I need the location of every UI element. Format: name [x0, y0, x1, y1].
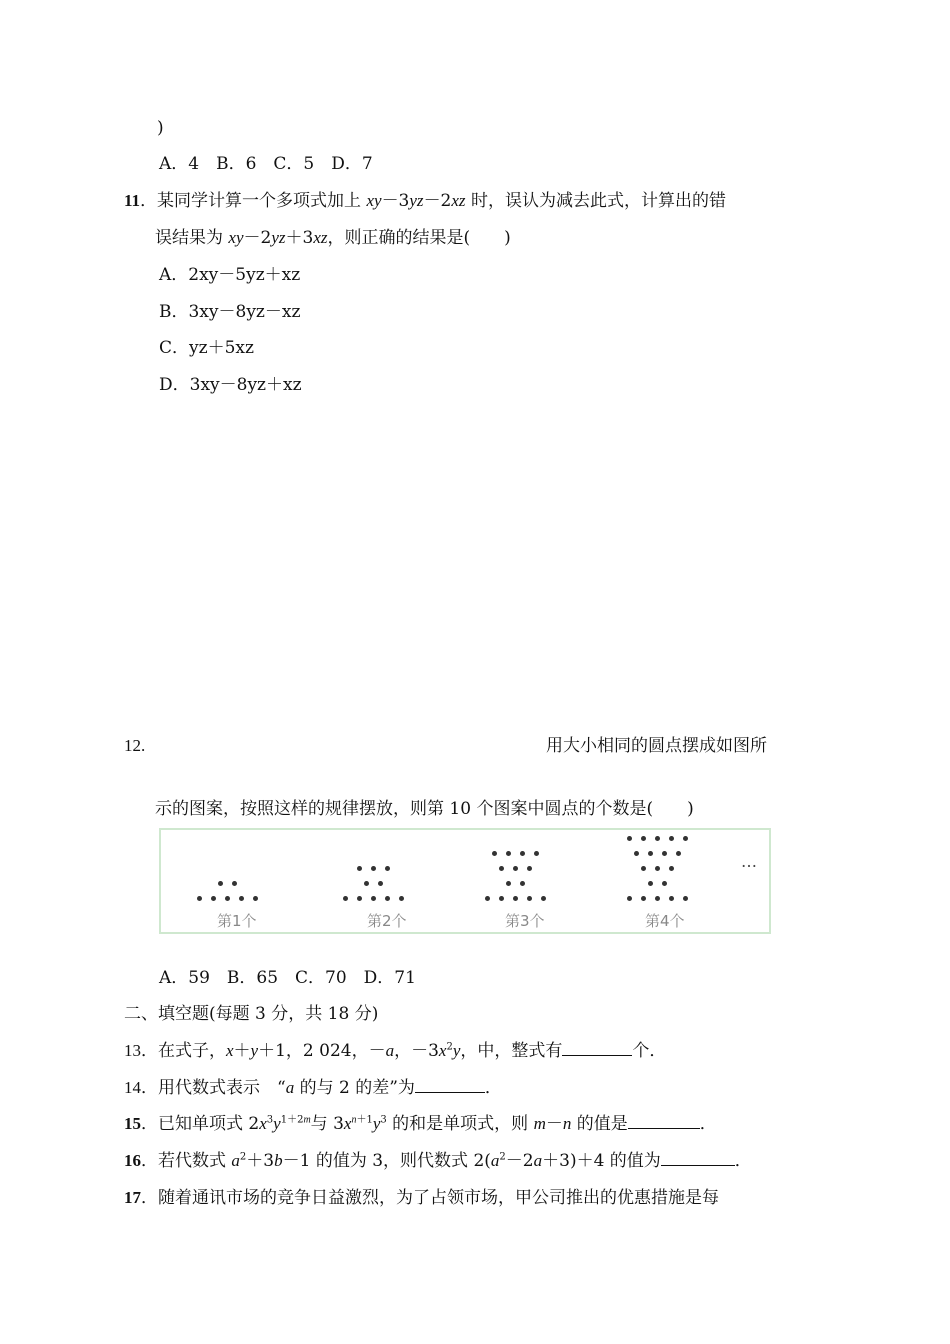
q16-text-c: 的值为 [604, 1151, 661, 1171]
q13-text-b: ，中，整式有 [460, 1041, 563, 1061]
pattern-dot [232, 881, 237, 886]
pattern-dot [655, 836, 660, 841]
pattern-dot [225, 896, 230, 901]
q16-text-a: ．若代数式 [141, 1151, 232, 1171]
figure-ellipsis: … [741, 852, 757, 871]
pattern-dot [541, 896, 546, 901]
pattern-dot [648, 881, 653, 886]
figure-label-4: 第4个 [645, 912, 685, 930]
q16-text-b: 的值为 3，则代数式 [310, 1151, 474, 1171]
q11-line2: 误结果为 xy－2yz＋3xz，则正确的结果是( ) [155, 228, 511, 248]
q15-text-d: ． [699, 1114, 717, 1134]
pattern-dot [520, 881, 525, 886]
pattern-dot [669, 836, 674, 841]
pattern-dot [641, 836, 646, 841]
q11-option-c: C．yz＋5xz [159, 338, 254, 358]
pattern-dot [683, 836, 688, 841]
q11-number: 11 [124, 191, 141, 210]
q14-text-c: ． [484, 1078, 502, 1098]
pattern-dot [197, 896, 202, 901]
pattern-dot [499, 866, 504, 871]
pattern-dot [385, 896, 390, 901]
q12-number: 12. [124, 736, 146, 755]
q14-text-b: 的与 2 的差”为 [294, 1078, 415, 1098]
pattern-dot [513, 866, 518, 871]
q11-text2b: ，则正确的结果是( ) [327, 228, 511, 248]
q15-number: 15 [124, 1114, 141, 1133]
q10-close-paren: ) [157, 118, 164, 138]
figure-label-3: 第3个 [505, 912, 545, 930]
q15-blank[interactable] [628, 1114, 700, 1129]
q11-text1a: ．某同学计算一个多项式加上 [140, 191, 367, 211]
pattern-dot [527, 866, 532, 871]
pattern-dot [385, 866, 390, 871]
q16-text-d: ． [734, 1151, 752, 1171]
q16-blank[interactable] [661, 1151, 735, 1166]
q11-line1: 11．某同学计算一个多项式加上 xy－3yz－2xz 时，误认为减去此式，计算出的错 [124, 191, 726, 211]
q14-text-a: ．用代数式表示 “ [141, 1078, 286, 1098]
pattern-dot [364, 881, 369, 886]
q13-blank[interactable] [562, 1041, 632, 1056]
pattern-dot [676, 851, 681, 856]
q16-line: 16．若代数式 $a^2+3b-1$ 的值为 3，则代数式 $2(a^2-2a+3)+4$ 的值为 ． [124, 1151, 752, 1171]
q10-options: A．4 B．6 C．5 D．7 [159, 154, 373, 174]
pattern-dot [627, 836, 632, 841]
pattern-dot [527, 896, 532, 901]
q11-text2a: 误结果为 [155, 228, 229, 248]
pattern-dot [641, 866, 646, 871]
pattern-dot [683, 896, 688, 901]
pattern-dot [499, 896, 504, 901]
q11-option-d: D．3xy－8yz＋xz [159, 375, 302, 395]
pattern-dot [655, 866, 660, 871]
q13-number: 13 [124, 1041, 141, 1060]
q14-blank[interactable] [415, 1078, 485, 1093]
pattern-dot [253, 896, 258, 901]
pattern-dot [662, 851, 667, 856]
pattern-dot [634, 851, 639, 856]
q15-text-a: ．已知单项式 [141, 1114, 249, 1134]
q13-text-c: 个． [632, 1041, 667, 1061]
pattern-dot [357, 896, 362, 901]
q15-text-b: 的和是单项式，则 [386, 1114, 534, 1134]
pattern-dot [669, 896, 674, 901]
pattern-dot [485, 896, 490, 901]
q17-text: ．随着通讯市场的竞争日益激烈，为了占领市场，甲公司推出的优惠措施是每 [141, 1188, 719, 1208]
pattern-dot [357, 866, 362, 871]
pattern-dot [371, 866, 376, 871]
pattern-dot [627, 896, 632, 901]
q12-text2: 示的图案，按照这样的规律摆放，则第 10 个图案中圆点的个数是( ) [155, 799, 694, 819]
pattern-dot [669, 866, 674, 871]
q12-text1: 用大小相同的圆点摆成如图所 [546, 736, 767, 756]
q13-line: 13．在式子，x＋y＋1，2 024，－a，$-3x^2y$，中，整式有 个． [124, 1041, 667, 1061]
q14-line: 14．用代数式表示 “a 的与 2 的差”为 ． [124, 1078, 502, 1098]
pattern-dot [648, 851, 653, 856]
pattern-dot [239, 896, 244, 901]
q13-text-a: ．在式子， [141, 1041, 226, 1061]
figure-label-1: 第1个 [217, 912, 257, 930]
pattern-dot [662, 881, 667, 886]
pattern-dot [520, 851, 525, 856]
figure-label-2: 第2个 [367, 912, 407, 930]
q14-number: 14 [124, 1078, 141, 1097]
pattern-dot [218, 881, 223, 886]
q11-option-b: B．3xy－8yz－xz [159, 302, 301, 322]
pattern-dot [655, 896, 660, 901]
q12-options: A．59 B．65 C．70 D．71 [159, 968, 416, 988]
q16-number: 16 [124, 1151, 141, 1170]
pattern-dot [343, 896, 348, 901]
pattern-dot [211, 896, 216, 901]
pattern-dot [492, 851, 497, 856]
pattern-dot [506, 851, 511, 856]
q15-text-c: 的值是 [571, 1114, 628, 1134]
q15-line: 15．已知单项式 $2x^3y^{1+2m}$与 $3x^{n+1}y^3$ 的和是单项式，则 m－n 的值是 ． [124, 1114, 717, 1134]
pattern-dot [534, 851, 539, 856]
q11-option-a: A．2xy－5yz＋xz [159, 265, 301, 285]
q17-number: 17 [124, 1188, 141, 1207]
pattern-dot [371, 896, 376, 901]
section2-title: 二、填空题(每题 3 分，共 18 分) [124, 1004, 379, 1024]
dot-pattern-figure [159, 828, 771, 934]
pattern-dot [641, 896, 646, 901]
pattern-dot [399, 896, 404, 901]
q17-line [124, 1186, 719, 1210]
pattern-dot [513, 896, 518, 901]
q11-text1b: 时，误认为减去此式，计算出的错 [465, 191, 726, 211]
pattern-dot [378, 881, 383, 886]
pattern-dot [506, 881, 511, 886]
